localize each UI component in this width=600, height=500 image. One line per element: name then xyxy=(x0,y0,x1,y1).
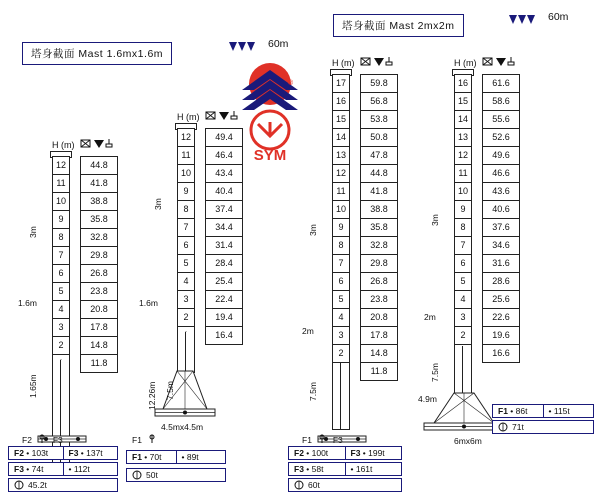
col4-height: 55.6 xyxy=(483,111,519,129)
col1-spec1-k2: F3 xyxy=(68,448,79,458)
anchor-icon-3 xyxy=(316,434,328,444)
col3-foot-f1: F1 xyxy=(302,435,312,445)
col1-height: 35.8 xyxy=(81,211,117,229)
col3-height: 38.8 xyxy=(361,201,397,219)
col4-section: 12 xyxy=(455,147,471,165)
col3-height: 11.8 xyxy=(370,366,388,376)
col2-dim-3m: 3m xyxy=(153,198,163,210)
col1-dim-1p65m: 1.65m xyxy=(28,374,38,398)
col1-spec-2: F3 • 74t • 112t xyxy=(8,462,118,476)
col3-section: 9 xyxy=(333,219,349,237)
col2-mast-tube xyxy=(177,332,195,373)
length-right-group xyxy=(508,13,544,27)
col3-section: 13 xyxy=(333,147,349,165)
weight-icon xyxy=(14,480,24,490)
col1-section: 12 xyxy=(53,157,69,175)
col3-dim-3m: 3m xyxy=(308,224,318,236)
col1-height: 20.8 xyxy=(81,301,117,319)
col4-height: 49.6 xyxy=(483,147,519,165)
col3-height: 41.8 xyxy=(361,183,397,201)
col3-section-ladder xyxy=(332,74,350,381)
col1-height: 32.8 xyxy=(81,229,117,247)
col1-height: 29.8 xyxy=(81,247,117,265)
col2-section: 11 xyxy=(178,147,194,165)
col1-spec-3 xyxy=(8,478,118,492)
col2-section: 7 xyxy=(178,219,194,237)
col1-height: 14.8 xyxy=(81,337,117,355)
col1-height-table xyxy=(80,156,118,373)
col4-section: 14 xyxy=(455,111,471,129)
col4-height: 58.6 xyxy=(483,93,519,111)
col3-height: 35.8 xyxy=(361,219,397,237)
col3-spec3-v1: 60t xyxy=(308,480,320,490)
col2-dim-base: 4.5mx4.5m xyxy=(161,422,204,432)
col3-height: 47.8 xyxy=(361,147,397,165)
col4-section: 13 xyxy=(455,129,471,147)
col2-section: 4 xyxy=(178,273,194,291)
col1-section: 2 xyxy=(53,337,69,355)
col2-section: 8 xyxy=(178,201,194,219)
col4-icons xyxy=(482,56,522,69)
col4-spec-2 xyxy=(492,420,594,434)
col4-section: 11 xyxy=(455,165,471,183)
col4-section: 15 xyxy=(455,93,471,111)
col3-dim-2m: 2m xyxy=(302,326,314,336)
col3-height-header: H (m) xyxy=(332,58,355,68)
col1-foot-f3: F3 xyxy=(52,435,63,445)
col3-height: 17.8 xyxy=(361,327,397,345)
col1-spec2-v2: 112t xyxy=(73,464,90,474)
col1-height: 17.8 xyxy=(81,319,117,337)
col4-section: 7 xyxy=(455,237,471,255)
col4-section: 3 xyxy=(455,309,471,327)
col3-height: 14.8 xyxy=(361,345,397,363)
col4-height: 46.6 xyxy=(483,165,519,183)
col2-section: 2 xyxy=(178,309,194,327)
col2-height: 28.4 xyxy=(206,255,242,273)
col3-spec1-v1: 100t xyxy=(311,448,329,458)
col4-height: 28.6 xyxy=(483,273,519,291)
weight-icon-2 xyxy=(132,470,142,480)
weight-icon-3 xyxy=(294,480,304,490)
col2-dim-1p6m: 1.6m xyxy=(139,298,158,308)
col4-section: 5 xyxy=(455,273,471,291)
col3-height: 29.8 xyxy=(361,255,397,273)
col2-height: 31.4 xyxy=(206,237,242,255)
col2-spec-2 xyxy=(126,468,226,482)
col3-section: 7 xyxy=(333,255,349,273)
col2-section: 5 xyxy=(178,255,194,273)
col2-height: 49.4 xyxy=(206,129,242,147)
col4-height: 22.6 xyxy=(483,309,519,327)
col3-section: 14 xyxy=(333,129,349,147)
col4-section: 2 xyxy=(455,327,471,345)
col2-height: 22.4 xyxy=(206,291,242,309)
col1-section: 5 xyxy=(53,283,69,301)
col3-height: 32.8 xyxy=(361,237,397,255)
col2-height-table xyxy=(205,128,243,345)
col4-section: 6 xyxy=(455,255,471,273)
col4-height: 40.6 xyxy=(483,201,519,219)
col2-height: 46.4 xyxy=(206,147,242,165)
col3-mast-tube xyxy=(332,363,350,430)
col2-height: 40.4 xyxy=(206,183,242,201)
col4-spec1-v1: 86t xyxy=(515,406,528,416)
col1-height: 41.8 xyxy=(81,175,117,193)
col3-spec-3 xyxy=(288,478,402,492)
col3-spec2-v1: 58t xyxy=(311,464,324,474)
col4-dim-7p5m: 7.5m xyxy=(430,363,440,382)
col4-section: 4 xyxy=(455,291,471,309)
col1-section: 7 xyxy=(53,247,69,265)
col4-height-table xyxy=(482,74,520,363)
col1-spec-1: F2 • 103t F3 • 137t xyxy=(8,446,118,460)
col3-section: 12 xyxy=(333,165,349,183)
col3-section: 3 xyxy=(333,327,349,345)
col4-height: 31.6 xyxy=(483,255,519,273)
col2-spec-1: F1 • 70t • 89t xyxy=(126,450,226,464)
col4-dim-2m: 2m xyxy=(424,312,436,322)
col3-section: 15 xyxy=(333,111,349,129)
col2-section: 10 xyxy=(178,165,194,183)
col4-dim-base: 6mx6m xyxy=(454,436,482,446)
col2-section: 6 xyxy=(178,237,194,255)
length-right-label: 60m xyxy=(548,11,569,23)
col2-spec1-v1: 70t xyxy=(149,452,162,462)
weight-icon-4 xyxy=(498,422,508,432)
col4-height: 19.6 xyxy=(483,327,519,345)
col3-spec1-v2: 199t xyxy=(368,448,385,458)
col1-spec2-v1: 74t xyxy=(31,464,44,474)
col1-spec2-k1: F3 xyxy=(14,464,24,474)
col2-spec2-v1: 50t xyxy=(146,470,158,480)
col4-dim-4p9m: 4.9m xyxy=(418,394,437,404)
col3-section: 10 xyxy=(333,201,349,219)
col2-height-header: H (m) xyxy=(177,112,200,122)
length-left-label: 60m xyxy=(268,38,289,50)
col3-height: 20.8 xyxy=(361,309,397,327)
col2-foot-labels xyxy=(132,430,158,448)
col2-base-tower xyxy=(153,371,217,421)
col4-mast-tube xyxy=(454,346,472,395)
col1-dim-3m: 3m xyxy=(28,226,38,238)
col4-spec2-v1: 71t xyxy=(512,422,524,432)
triangle-row-icon xyxy=(228,40,264,54)
col1-height: 38.8 xyxy=(81,193,117,211)
col4-height: 16.6 xyxy=(492,348,510,358)
col2-height: 25.4 xyxy=(206,273,242,291)
col1-section-ladder xyxy=(52,156,70,373)
col3-section: 6 xyxy=(333,273,349,291)
col4-height: 61.6 xyxy=(483,75,519,93)
title-mast-right: 塔身截面 Mast 2mx2m xyxy=(333,14,464,37)
col3-section: 2 xyxy=(333,345,349,363)
col1-height: 23.8 xyxy=(81,283,117,301)
col2-section-ladder xyxy=(177,128,195,345)
col1-icons xyxy=(80,138,120,151)
col3-spec-2: F3 • 58t • 161t xyxy=(288,462,402,476)
col1-section: 11 xyxy=(53,175,69,193)
anchor-icon xyxy=(36,434,48,444)
col3-icons xyxy=(360,56,400,69)
length-left-group xyxy=(228,40,264,54)
col1-section: 10 xyxy=(53,193,69,211)
col2-spec1-k1: F1 xyxy=(132,452,142,462)
col4-dim-3m: 3m xyxy=(430,214,440,226)
col3-section: 11 xyxy=(333,183,349,201)
col2-section: 9 xyxy=(178,183,194,201)
col2-spec1-v2: 89t xyxy=(186,452,199,462)
col3-section: 8 xyxy=(333,237,349,255)
col2-section: 12 xyxy=(178,129,194,147)
col3-spec2-v2: 161t xyxy=(355,464,373,474)
col4-section-ladder xyxy=(454,74,472,363)
anchor-icon-2 xyxy=(146,434,158,444)
col3-section: 4 xyxy=(333,309,349,327)
col3-section: 5 xyxy=(333,291,349,309)
col1-height-header: H (m) xyxy=(52,140,75,150)
col3-section: 16 xyxy=(333,93,349,111)
col2-height: 34.4 xyxy=(206,219,242,237)
col3-height: 56.8 xyxy=(361,93,397,111)
col1-spec1-v1: 103t xyxy=(31,448,49,458)
col4-height: 37.6 xyxy=(483,219,519,237)
col4-spec1-v2: 115t xyxy=(553,406,570,416)
col2-height: 19.4 xyxy=(206,309,242,327)
col1-section: 8 xyxy=(53,229,69,247)
col4-spec-1: F1 • 86t • 115t xyxy=(492,404,594,418)
col3-spec2-k1: F3 xyxy=(294,464,304,474)
col2-height: 37.4 xyxy=(206,201,242,219)
col3-height: 50.8 xyxy=(361,129,397,147)
col2-dim-7p5m: 7.5m xyxy=(165,381,175,400)
col1-spec3-v1: 45.2t xyxy=(28,480,47,490)
col1-height: 26.8 xyxy=(81,265,117,283)
col3-dim-7p5m: 7.5m xyxy=(308,382,318,401)
col4-section: 9 xyxy=(455,201,471,219)
col3-height: 44.8 xyxy=(361,165,397,183)
col4-section: 16 xyxy=(455,75,471,93)
col1-section: 9 xyxy=(53,211,69,229)
registered-mark: ® xyxy=(288,80,294,87)
col1-height: 11.8 xyxy=(90,358,108,368)
svg-text:SYM: SYM xyxy=(253,147,287,164)
col4-height-header: H (m) xyxy=(454,58,477,68)
col4-section: 8 xyxy=(455,219,471,237)
col3-height-table xyxy=(360,74,398,381)
col1-spec1-v2: 137t xyxy=(86,448,103,458)
col2-section: 3 xyxy=(178,291,194,309)
col2-dim-12p26m: 12.26m xyxy=(147,381,157,410)
col4-spec1-k1: F1 xyxy=(498,406,508,416)
col3-spec1-k1: F2 xyxy=(294,448,304,458)
col1-section: 4 xyxy=(53,301,69,319)
col3-height: 59.8 xyxy=(361,75,397,93)
col3-foot-f3: F3 xyxy=(332,435,343,445)
col2-foot-f1: F1 xyxy=(132,435,142,445)
col1-height: 44.8 xyxy=(81,157,117,175)
col2-height: 16.4 xyxy=(215,330,233,340)
triangle-row-icon-2 xyxy=(508,13,544,27)
col1-dim-1p6m: 1.6m xyxy=(18,298,37,308)
col4-height: 34.6 xyxy=(483,237,519,255)
col1-foot-f2: F2 xyxy=(22,435,32,445)
col3-spec1-k2: F3 xyxy=(350,448,361,458)
col4-height: 52.6 xyxy=(483,129,519,147)
col1-section: 6 xyxy=(53,265,69,283)
col4-section: 10 xyxy=(455,183,471,201)
col4-height: 25.6 xyxy=(483,291,519,309)
title-mast-left: 塔身截面 Mast 1.6mx1.6m xyxy=(22,42,172,65)
col3-spec-1: F2 • 100t F3 • 199t xyxy=(288,446,402,460)
col1-spec1-k1: F2 xyxy=(14,448,24,458)
col3-section: 17 xyxy=(333,75,349,93)
col3-height: 53.8 xyxy=(361,111,397,129)
col3-height: 23.8 xyxy=(361,291,397,309)
col3-height: 26.8 xyxy=(361,273,397,291)
col1-section: 3 xyxy=(53,319,69,337)
col2-icons xyxy=(205,110,245,123)
col2-height: 43.4 xyxy=(206,165,242,183)
col4-height: 43.6 xyxy=(483,183,519,201)
